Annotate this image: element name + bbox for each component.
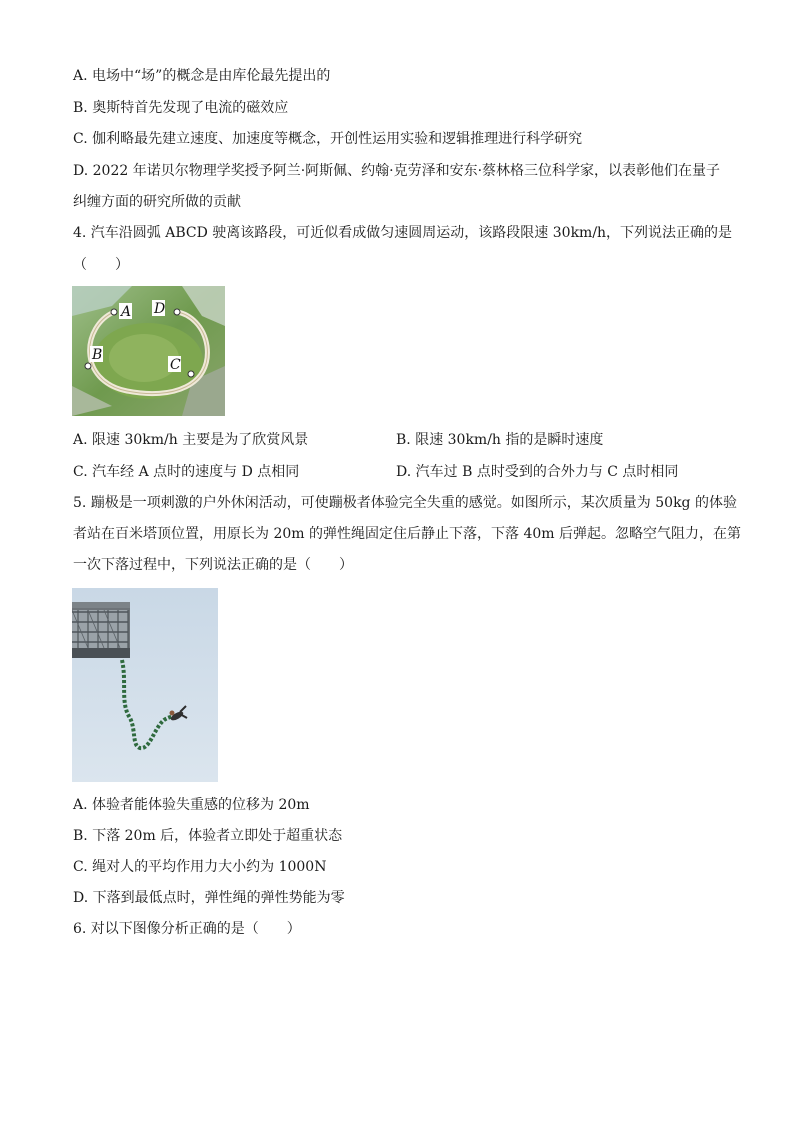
- q4-road-aerial-photo: [72, 286, 225, 416]
- q4-point-c-marker: [188, 371, 194, 377]
- q5-stem-line2: 者站在百米塔顶位置，用原长为 20m 的弹性绳固定住后静止下落，下落 40m 后弹起。忽略空气阻力，在第: [73, 526, 741, 542]
- q4-option-c: C. 汽车经 A 点时的速度与 D 点相同: [73, 464, 300, 480]
- q4-stem-line2: （ ）: [73, 257, 129, 273]
- q4-point-b-marker: [85, 363, 91, 369]
- tower-platform: [72, 602, 130, 658]
- q5-stem-line3: 一次下落过程中，下列说法正确的是（ ）: [73, 557, 353, 573]
- q5-option-a: A. 体验者能体验失重感的位移为 20m: [73, 797, 310, 813]
- q3-option-a: A. 电场中“场”的概念是由库伦最先提出的: [73, 68, 331, 84]
- q4-option-d: D. 汽车过 B 点时受到的合外力与 C 点时相同: [396, 464, 679, 480]
- q4-label-b: B: [92, 347, 103, 363]
- q4-point-d-marker: [174, 309, 180, 315]
- q4-label-a: A: [121, 304, 132, 320]
- q5-option-c: C. 绳对人的平均作用力大小约为 1000N: [73, 859, 327, 875]
- q4-label-d: D: [154, 301, 166, 317]
- q5-bungee-photo: [72, 588, 218, 782]
- q4-option-b: B. 限速 30km/h 指的是瞬时速度: [396, 432, 604, 448]
- q3-option-d-line1: D. 2022 年诺贝尔物理学奖授予阿兰·阿斯佩、约翰·克劳泽和安东·蔡林格三位科学家，以表彰他们在量子: [73, 163, 721, 179]
- q5-option-b: B. 下落 20m 后，体验者立即处于超重状态: [73, 828, 343, 844]
- q3-option-c: C. 伽利略最先建立速度、加速度等概念，开创性运用实验和逻辑推理进行科学研究: [73, 131, 583, 147]
- q3-option-b: B. 奥斯特首先发现了电流的磁效应: [73, 100, 289, 116]
- q3-option-d-line2: 纠缠方面的研究所做的贡献: [73, 194, 241, 210]
- q6-stem: 6. 对以下图像分析正确的是（ ）: [73, 921, 301, 937]
- q4-point-a-marker: [111, 309, 117, 315]
- q5-option-d: D. 下落到最低点时，弹性绳的弹性势能为零: [73, 890, 345, 906]
- q4-stem-line1: 4. 汽车沿圆弧 ABCD 驶离该路段，可近似看成做匀速圆周运动，该路段限速 30km/h，下列说法正确的是: [73, 225, 733, 241]
- q4-option-a: A. 限速 30km/h 主要是为了欣赏风景: [73, 432, 309, 448]
- q4-label-c: C: [170, 357, 181, 373]
- q5-stem-line1: 5. 蹦极是一项刺激的户外休闲活动，可使蹦极者体验完全失重的感觉。如图所示，某次质量为 50kg 的体验: [73, 495, 737, 511]
